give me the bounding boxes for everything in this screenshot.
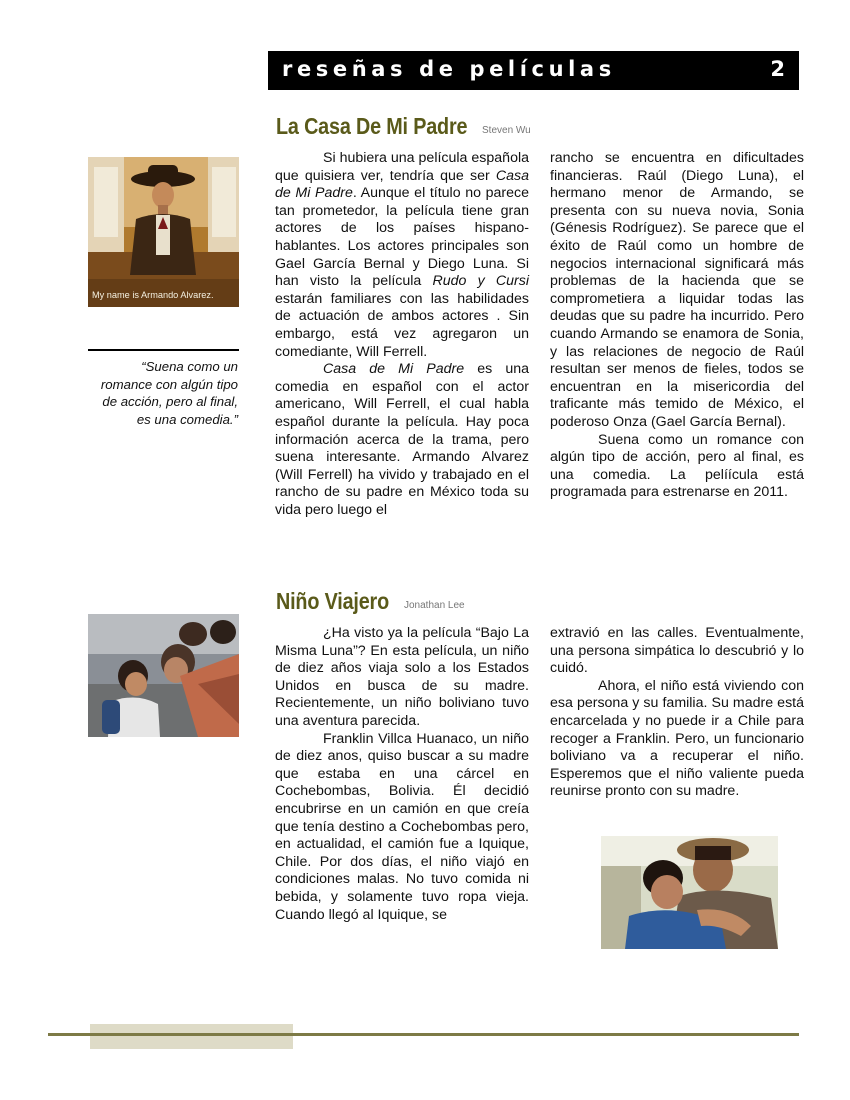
pull-quote-rule	[88, 349, 239, 351]
article-1-paragraph: Suena como un romance con algún tipo de acción, pero al final, es una comedia. La pelíícula está programada para estrenarse en 2011.	[550, 431, 804, 501]
article-1-paragraph: Si hubiera una película española que quisiera ver, tendría que ser Casa de Mi Padre. Aunque el título no parece tan prometedor, la película tiene gran actores de los países hispano-hablantes. Los actores principales son Gael García Bernal y Diego Luna. Si han visto la película Rudo y Cursi estarán familiares con las habilidades de actuación de ambos actores . Sin embargo, está vez agregaron un comediante, Will Ferrell.	[275, 150, 529, 360]
article-2-title: Niño Viajero	[276, 588, 389, 614]
article-2-paragraph: ¿Ha visto ya la película “Bajo La Misma Luna”? En esta película, un niño de diez años viaja solo a los Estados Unidos en busca de su madre. Recientemente, un niño boliviano tuvo una aventura parecida.	[275, 625, 529, 729]
article-2-paragraph: Ahora, el niño está viviendo con esa persona y su familia. Su madre está encarcelada y no puede ir a Chile para recoger a Franklin. Pero, un funcionario boliviano va a recuperar el niño. Esperemos que el niño valiente pueda reunirse pronto con su madre.	[550, 677, 804, 800]
article-1-column-1	[275, 150, 529, 519]
article-1-column-2	[550, 150, 804, 502]
article-1-heading	[276, 113, 531, 140]
article-2-column-1	[275, 625, 529, 924]
photo-caption: My name is Armando Alvarez.	[92, 290, 214, 300]
article-2-author: Jonathan Lee	[404, 600, 465, 611]
article-1-paragraph: Casa de Mi Padre es una comedia en español con el actor americano, Will Ferrell, el cual habla español durante la película. Hay poca información acerca de la trama, pero suena interesante. Armando Alvarez (Will Ferrell) ha vivido y trabajado en el rancho de su padre en México toda su vida pero luego el	[275, 361, 529, 518]
section-header-bar	[268, 51, 799, 90]
article-2-paragraph: Franklin Villca Huanaco, un niño de diez anos, quiso buscar a su madre que estaba en una cárcel en Cochebombas, Bolivia. Él decidió encubrirse en un camión en que creía que tenía destino a Cochebombas pero, en actualidad, el camión fue a Iquique, Chile. Por dos días, el niño viajó en condiciones malas. No tuvo comida ni bebida, y solamente tuvo ropa vieja. Cuando llegó al Iquique, se	[275, 730, 529, 923]
article-2-photo-mother-and-son	[601, 836, 778, 949]
article-2-paragraph: extravió en las calles. Eventualmente, una persona simpática lo descubrió y lo cuidó.	[550, 625, 804, 677]
page-number: 2	[770, 57, 785, 81]
article-1-title: La Casa De Mi Padre	[276, 113, 468, 139]
section-title: reseñas de películas	[282, 57, 616, 81]
article-2-photo-boy-and-man	[88, 614, 239, 737]
article-2-column-2	[550, 625, 804, 801]
article-1-photo	[88, 157, 239, 307]
article-2-heading	[276, 588, 465, 615]
footer-rule	[48, 1033, 799, 1036]
footer-accent-block	[90, 1024, 293, 1049]
article-1-paragraph: rancho se encuentra en dificultades financieras. Raúl (Diego Luna), el hermano menor de Armando, se presenta con su nueva novia, Sonia (Génesis Rodríguez). Se parece que el éxito de Raúl como un hombre de negocios internacional significará más problemas de la hacienda que se comprometiera a liquidar todas las deudas que su padre ha incurrido. Pero cuando Armando se enamora de Sonia, y las relaciones de negocio de Raúl resultan ser menos de fieles, todos se encuentran en la misericordia del traficante más temido de México, el poderoso Onza (Gael García Bernal).	[550, 150, 804, 430]
article-1-author: Steven Wu	[482, 125, 531, 136]
pull-quote: “Suena como un romance con algún tipo de acción, pero al final, es una comedia.”	[100, 359, 238, 427]
